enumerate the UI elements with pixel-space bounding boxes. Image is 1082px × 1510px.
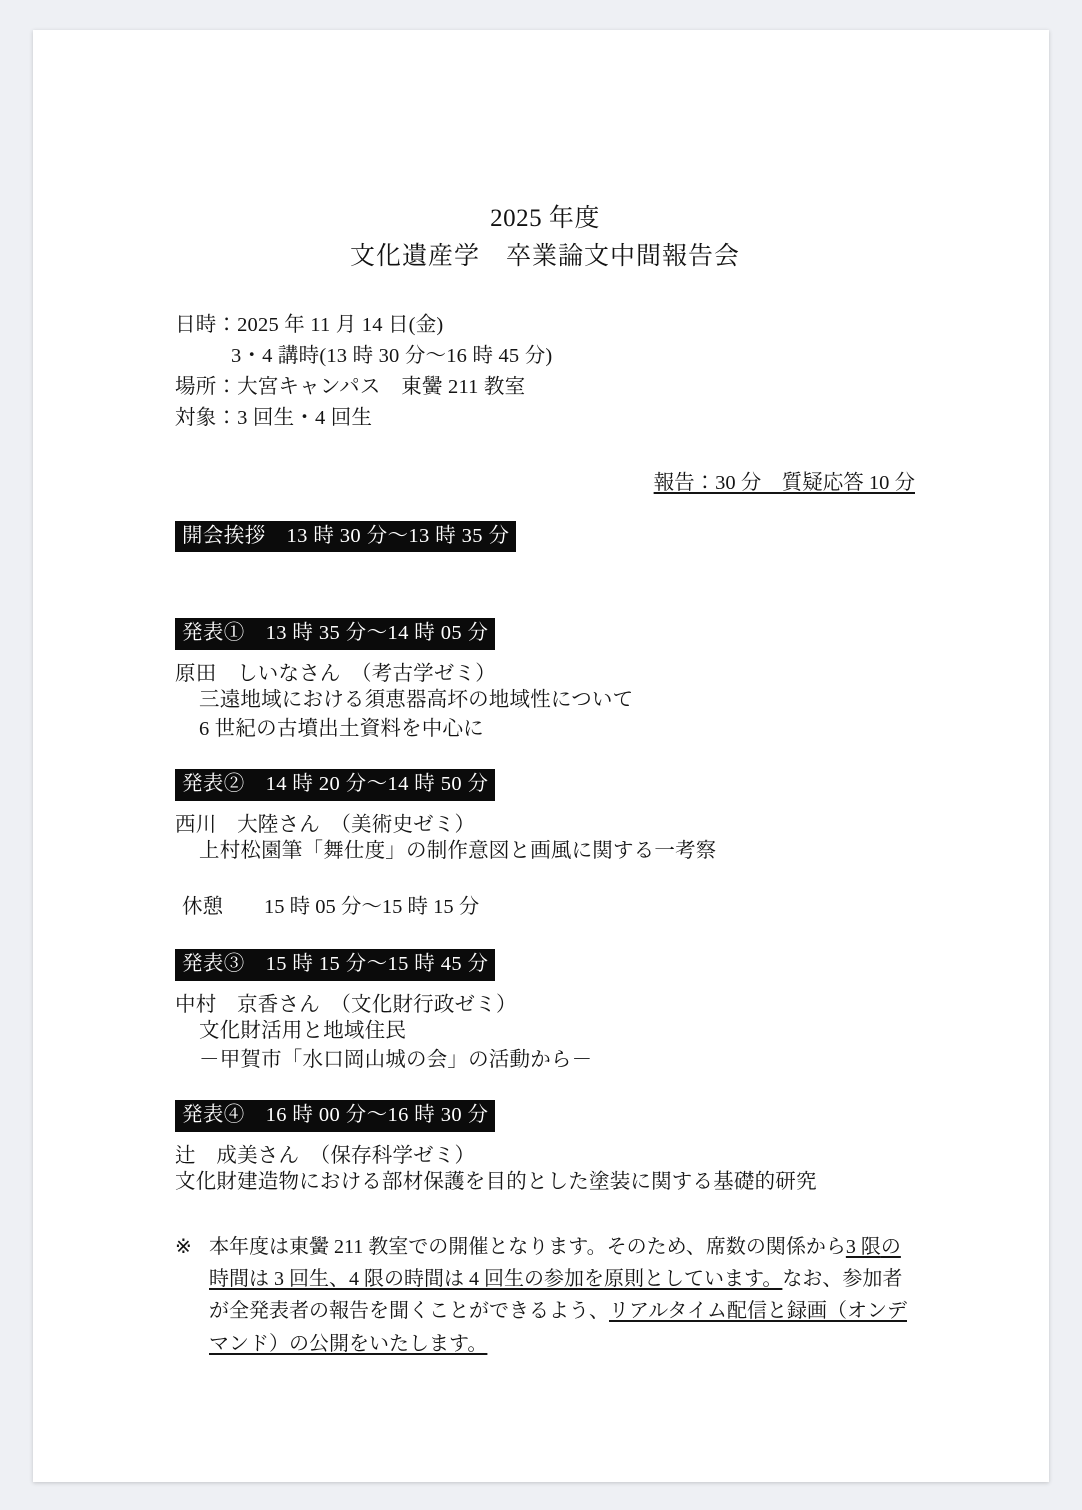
session-4-heading: 発表④ 16 時 00 分～16 時 30 分 (175, 1100, 495, 1132)
opening-block (175, 521, 915, 553)
footnote-underline-2: の時間は 3 回生、4 限の時間は 4 回生の参加を原則としています。 (209, 1235, 901, 1290)
session-3 (175, 949, 915, 1074)
break-heading: 休憩 15 時 05 分～15 時 15 分 (182, 895, 480, 918)
session-3-topic-line-1: 文化財活用と地域住民 (199, 1019, 406, 1042)
footnote-part-1: 本年度は東黌 211 教室での開催となります。そのため、席数の関係から (209, 1235, 846, 1258)
session-2 (175, 769, 915, 865)
session-3-topic-line-2: －甲賀市「水口岡山城の会」の活動から－ (199, 1048, 593, 1071)
time-allocation-note (175, 465, 915, 495)
document-body (175, 200, 915, 1360)
event-period: 3・4 講時(13 時 30 分～16 時 45 分) (231, 345, 553, 368)
title-line-2: 文化遺産学 卒業論文中間報告会 (349, 243, 740, 270)
session-4 (175, 1100, 915, 1196)
footnote-part-2: なお、参加者が全発表者の報告を聞くことができるよう、 (209, 1267, 903, 1323)
spacer (175, 552, 915, 592)
event-info (175, 310, 915, 435)
session-1-topic-line-1: 三遠地域における須恵器高坏の地域性について (199, 688, 634, 711)
footnote (175, 1231, 915, 1361)
session-3-presenter: 中村 京香さん （文化財行政ゼミ） (175, 993, 517, 1016)
event-place: 場所：大宮キャンパス 東黌 211 教室 (175, 376, 526, 399)
event-target: 対象：3 回生・4 回生 (175, 407, 373, 430)
session-4-presenter: 辻 成美さん （保存科学ゼミ） (175, 1144, 476, 1167)
session-2-presenter: 西川 大陸さん （美術史ゼミ） (175, 813, 476, 836)
session-1 (175, 618, 915, 743)
session-4-topic-line-1: 文化財建造物における部材保護を目的とした塗装に関する基礎的研究 (175, 1170, 817, 1193)
event-date: 日時：2025 年 11 月 14 日(金) (175, 314, 444, 336)
footnote-underline-3: リアルタイム配信と録画（オンデマンド）の公開をいたします。 (209, 1300, 907, 1355)
document-page (33, 30, 1049, 1482)
footnote-underline-1: 3 限 (845, 1235, 881, 1258)
session-1-topic-line-2: 6 世紀の古墳出土資料を中心に (199, 717, 484, 740)
page-title (175, 200, 915, 276)
session-1-presenter: 原田 しいなさん （考古学ゼミ） (175, 662, 496, 685)
session-2-topic-line-1: 上村松園筆「舞仕度」の制作意図と画風に関する一考察 (199, 839, 717, 862)
break-block (175, 892, 915, 924)
session-2-heading: 発表② 14 時 20 分～14 時 50 分 (175, 769, 495, 801)
footnote-mark: ※ (175, 1235, 192, 1258)
footnote-body (209, 1231, 915, 1361)
session-1-heading: 発表① 13 時 35 分～14 時 05 分 (175, 618, 495, 650)
session-3-heading: 発表③ 15 時 15 分～15 時 45 分 (175, 949, 495, 981)
opening-heading: 開会挨拶 13 時 30 分～13 時 35 分 (175, 521, 516, 553)
title-line-1: 2025 年度 (490, 205, 600, 232)
time-allocation-text: 報告：30 分 質疑応答 10 分 (653, 471, 915, 494)
